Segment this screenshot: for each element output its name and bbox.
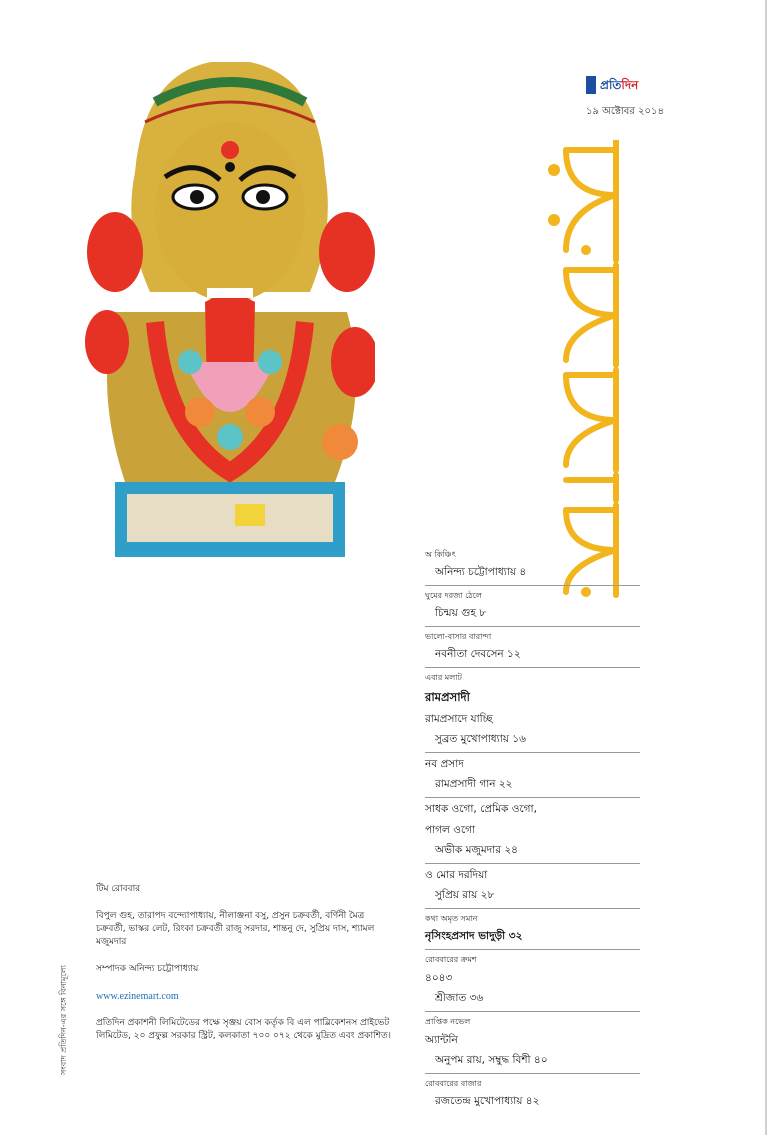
team-heading: টিম রোববার xyxy=(96,884,141,894)
toc-section: রোববারের বাজার xyxy=(425,1079,482,1088)
toc-title: ৪০৪৩ xyxy=(425,972,453,984)
toc-section: ভালো-বাসার বারান্দা xyxy=(425,632,492,641)
page-edge xyxy=(765,0,767,1135)
toc-title: সাধক ওগো, প্রেমিক ওগো, xyxy=(425,803,537,815)
toc-author: অনুপম রায়, সম্বুদ্ধ বিশী ৪০ xyxy=(425,1053,640,1074)
toc-title: পাগল ওগো xyxy=(425,824,476,836)
side-note: সংবাদ প্রতিদিন-এর সঙ্গে বিনামূল্যে xyxy=(59,965,68,1075)
publisher-imprint: প্রতিদিন প্রকাশনী লিমিটেডের পক্ষে সৃঞ্জয় বোস কর্তৃক বি এল পাব্লিকেশনস প্রাইভেট লিমিটেড, ২০ প্রফুল্ল সরকার স্ট্রিট, কলকাতা ৭০০ ০৭২ থেকে মুদ্রিত এবং প্রকাশিত। xyxy=(96,1018,391,1041)
toc-title: অ্যান্টনি xyxy=(425,1034,458,1046)
table-of-contents xyxy=(425,545,665,1114)
newspaper-logo xyxy=(586,76,642,94)
toc-section: ঘুমের দরজা ঠেলে xyxy=(425,591,482,600)
kali-idol-image xyxy=(85,62,375,572)
toc-author: সুপ্রিয় রায় ২৮ xyxy=(425,888,640,909)
toc-author: শ্রীজাত ৩৬ xyxy=(425,991,640,1012)
masthead-title xyxy=(546,140,641,600)
website-link[interactable]: www.ezinemart.com xyxy=(96,991,179,1002)
team-names: বিপুল গুহ, তারাপদ বন্দ্যোপাধ্যায়, নীলাঞ্জনা বসু, প্রসুন চক্রবর্তী, বর্ণিনী মৈত্র চক্রবর্তী, ভাস্কর লেট, রিংকা চক্রবর্তী রাজু সরদার, শান্তনু দে, সুপ্রিয় দাস, শ্যামল মজুমদার xyxy=(96,911,375,947)
logo-text-part1: প্রতি xyxy=(600,78,622,92)
toc-author: চিন্ময় গুহ ৮ xyxy=(425,606,640,627)
logo-text xyxy=(596,76,642,94)
toc-title: নব প্রসাদ xyxy=(425,758,464,770)
toc-author: নৃসিংহপ্রসাদ ভাদুড়ী ৩২ xyxy=(425,929,640,950)
toc-author: নবনীতা দেবসেন ১২ xyxy=(425,647,640,668)
toc-title: ও মোর দরদিয়া xyxy=(425,869,488,881)
logo-mark-icon xyxy=(586,76,596,94)
toc-author: রামপ্রসাদী গান ২২ xyxy=(425,777,640,798)
toc-title: রামপ্রসাদে যাচ্ছি xyxy=(425,713,493,725)
toc-section: রোববারের ক্রমশ xyxy=(425,955,477,964)
toc-author: অভীক মজুমদার ২৪ xyxy=(425,843,640,864)
toc-section: অ কিঞ্চিৎ xyxy=(425,550,456,559)
logo-text-part2: দিন xyxy=(621,78,639,92)
toc-author: সুব্রত মুখোপাধ্যায় ১৬ xyxy=(425,732,640,753)
toc-cover-heading: রামপ্রসাদী xyxy=(425,690,470,704)
issue-date: ১৯ অক্টোবর ২০১৪ xyxy=(586,106,664,117)
toc-section: এবার মলাট xyxy=(425,673,462,682)
credits-block xyxy=(96,883,396,1043)
toc-author: অনিন্দ্য চট্টোপাধ্যায় ৪ xyxy=(425,565,640,586)
toc-author: রজতেন্দ্র মুখোপাধ্যায় ৪২ xyxy=(435,1095,540,1107)
editor-line: সম্পাদক অনিন্দ্য চট্টোপাধ্যায় xyxy=(96,964,199,974)
toc-section: প্রাপ্তিক নভেল xyxy=(425,1017,471,1026)
toc-section: কথা অমৃত সমান xyxy=(425,914,478,923)
